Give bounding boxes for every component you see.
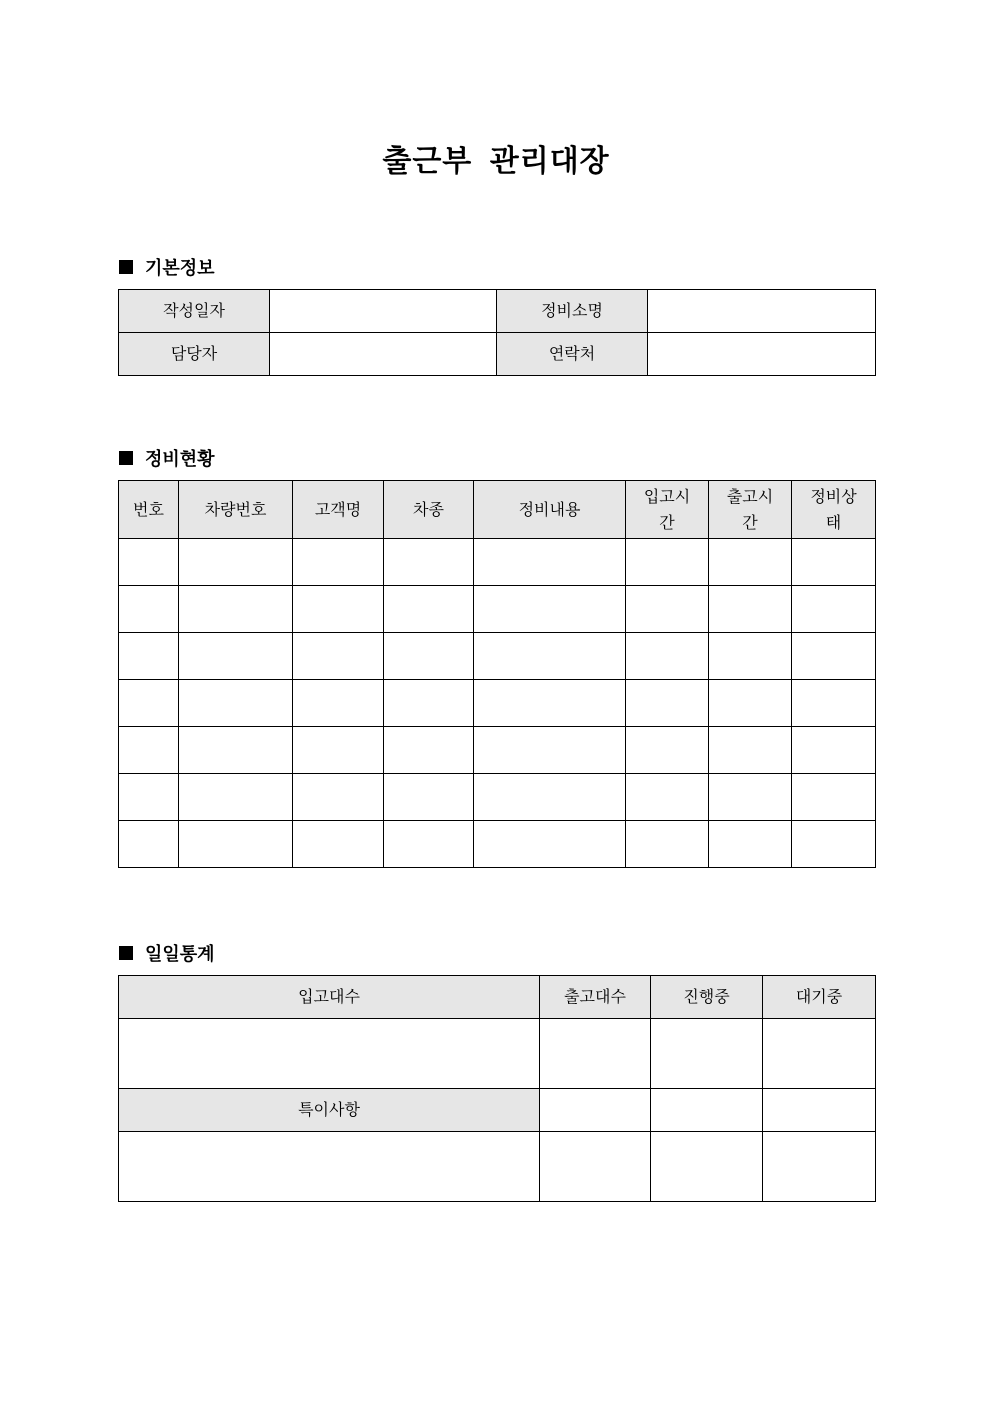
- cell-number[interactable]: [119, 680, 179, 727]
- in-progress-field[interactable]: [651, 1019, 763, 1089]
- column-header-checked-in-count: 입고대수: [119, 976, 540, 1019]
- cell-customer-name[interactable]: [293, 586, 384, 633]
- contact-field[interactable]: [648, 333, 876, 376]
- table-cell[interactable]: [651, 1132, 763, 1202]
- cell-customer-name[interactable]: [293, 633, 384, 680]
- cell-number[interactable]: [119, 821, 179, 868]
- cell-service-details[interactable]: [474, 727, 626, 774]
- table-row: [119, 727, 876, 774]
- cell-vehicle-type[interactable]: [384, 539, 474, 586]
- cell-customer-name[interactable]: [293, 680, 384, 727]
- section-title: 기본정보: [145, 258, 215, 279]
- cell-check-out-time[interactable]: [709, 539, 792, 586]
- table-cell[interactable]: [540, 1089, 651, 1132]
- column-header-service-status: 정비상태: [792, 481, 876, 539]
- cell-customer-name[interactable]: [293, 539, 384, 586]
- date-label: 작성일자: [119, 290, 270, 333]
- table-row: [119, 586, 876, 633]
- cell-number[interactable]: [119, 727, 179, 774]
- section-title: 일일통계: [145, 944, 215, 965]
- cell-number[interactable]: [119, 539, 179, 586]
- cell-plate-number[interactable]: [179, 821, 293, 868]
- table-row: [119, 539, 876, 586]
- cell-check-in-time[interactable]: [626, 727, 709, 774]
- table-row: [119, 774, 876, 821]
- table-row: [119, 680, 876, 727]
- cell-service-details[interactable]: [474, 633, 626, 680]
- column-header-in-progress: 진행중: [651, 976, 763, 1019]
- cell-service-status[interactable]: [792, 680, 876, 727]
- cell-vehicle-type[interactable]: [384, 727, 474, 774]
- cell-service-status[interactable]: [792, 586, 876, 633]
- date-field[interactable]: [270, 290, 497, 333]
- cell-service-details[interactable]: [474, 774, 626, 821]
- shop-name-label: 정비소명: [497, 290, 648, 333]
- checked-in-count-field[interactable]: [119, 1019, 540, 1089]
- cell-check-out-time[interactable]: [709, 633, 792, 680]
- cell-vehicle-type[interactable]: [384, 680, 474, 727]
- cell-check-in-time[interactable]: [626, 633, 709, 680]
- table-row: [119, 1019, 876, 1089]
- column-header-plate-number: 차량번호: [179, 481, 293, 539]
- contact-label: 연락처: [497, 333, 648, 376]
- shop-name-field[interactable]: [648, 290, 876, 333]
- table-cell[interactable]: [763, 1089, 876, 1132]
- manager-label: 담당자: [119, 333, 270, 376]
- section-heading-basic-info: [119, 254, 215, 280]
- column-header-check-in-time: 입고시간: [626, 481, 709, 539]
- cell-customer-name[interactable]: [293, 727, 384, 774]
- cell-service-details[interactable]: [474, 680, 626, 727]
- cell-customer-name[interactable]: [293, 774, 384, 821]
- section-heading-maintenance-status: [119, 445, 215, 471]
- cell-check-out-time[interactable]: [709, 586, 792, 633]
- cell-plate-number[interactable]: [179, 586, 293, 633]
- table-cell[interactable]: [651, 1089, 763, 1132]
- section-heading-daily-stats: [119, 940, 215, 966]
- table-row: [119, 633, 876, 680]
- table-cell[interactable]: [763, 1132, 876, 1202]
- square-bullet-icon: [119, 451, 133, 465]
- column-header-waiting: 대기중: [763, 976, 876, 1019]
- square-bullet-icon: [119, 946, 133, 960]
- waiting-field[interactable]: [763, 1019, 876, 1089]
- column-header-customer-name: 고객명: [293, 481, 384, 539]
- cell-service-status[interactable]: [792, 539, 876, 586]
- cell-check-in-time[interactable]: [626, 539, 709, 586]
- table-row: [119, 1089, 876, 1132]
- cell-customer-name[interactable]: [293, 821, 384, 868]
- section-title: 정비현황: [145, 449, 215, 470]
- column-header-check-out-time: 출고시간: [709, 481, 792, 539]
- table-row: [119, 821, 876, 868]
- cell-number[interactable]: [119, 774, 179, 821]
- cell-service-status[interactable]: [792, 821, 876, 868]
- cell-service-status[interactable]: [792, 633, 876, 680]
- table-cell[interactable]: [540, 1132, 651, 1202]
- cell-number[interactable]: [119, 586, 179, 633]
- cell-service-status[interactable]: [792, 774, 876, 821]
- table-row: [119, 1132, 876, 1202]
- remarks-field[interactable]: [119, 1132, 540, 1202]
- table-row: [119, 290, 876, 333]
- cell-plate-number[interactable]: [179, 680, 293, 727]
- checked-out-count-field[interactable]: [540, 1019, 651, 1089]
- column-header-vehicle-type: 차종: [384, 481, 474, 539]
- table-header-row: [119, 481, 876, 539]
- cell-number[interactable]: [119, 633, 179, 680]
- cell-service-details[interactable]: [474, 821, 626, 868]
- cell-plate-number[interactable]: [179, 774, 293, 821]
- table-row: [119, 333, 876, 376]
- cell-vehicle-type[interactable]: [384, 774, 474, 821]
- cell-check-in-time[interactable]: [626, 821, 709, 868]
- cell-plate-number[interactable]: [179, 633, 293, 680]
- cell-check-out-time[interactable]: [709, 821, 792, 868]
- cell-check-out-time[interactable]: [709, 727, 792, 774]
- manager-field[interactable]: [270, 333, 497, 376]
- page-title: 출근부 관리대장: [382, 144, 610, 179]
- maintenance-status-table: [118, 480, 876, 868]
- remarks-label: 특이사항: [119, 1089, 540, 1132]
- cell-check-in-time[interactable]: [626, 680, 709, 727]
- cell-check-in-time[interactable]: [626, 586, 709, 633]
- cell-check-in-time[interactable]: [626, 774, 709, 821]
- daily-stats-table: [118, 975, 876, 1202]
- cell-service-status[interactable]: [792, 727, 876, 774]
- column-header-number: 번호: [119, 481, 179, 539]
- cell-check-out-time[interactable]: [709, 774, 792, 821]
- cell-service-details[interactable]: [474, 586, 626, 633]
- cell-vehicle-type[interactable]: [384, 633, 474, 680]
- basic-info-table: [118, 289, 876, 376]
- cell-check-out-time[interactable]: [709, 680, 792, 727]
- cell-service-details[interactable]: [474, 539, 626, 586]
- column-header-service-details: 정비내용: [474, 481, 626, 539]
- cell-plate-number[interactable]: [179, 539, 293, 586]
- table-header-row: [119, 976, 876, 1019]
- square-bullet-icon: [119, 260, 133, 274]
- cell-plate-number[interactable]: [179, 727, 293, 774]
- cell-vehicle-type[interactable]: [384, 586, 474, 633]
- cell-vehicle-type[interactable]: [384, 821, 474, 868]
- column-header-checked-out-count: 출고대수: [540, 976, 651, 1019]
